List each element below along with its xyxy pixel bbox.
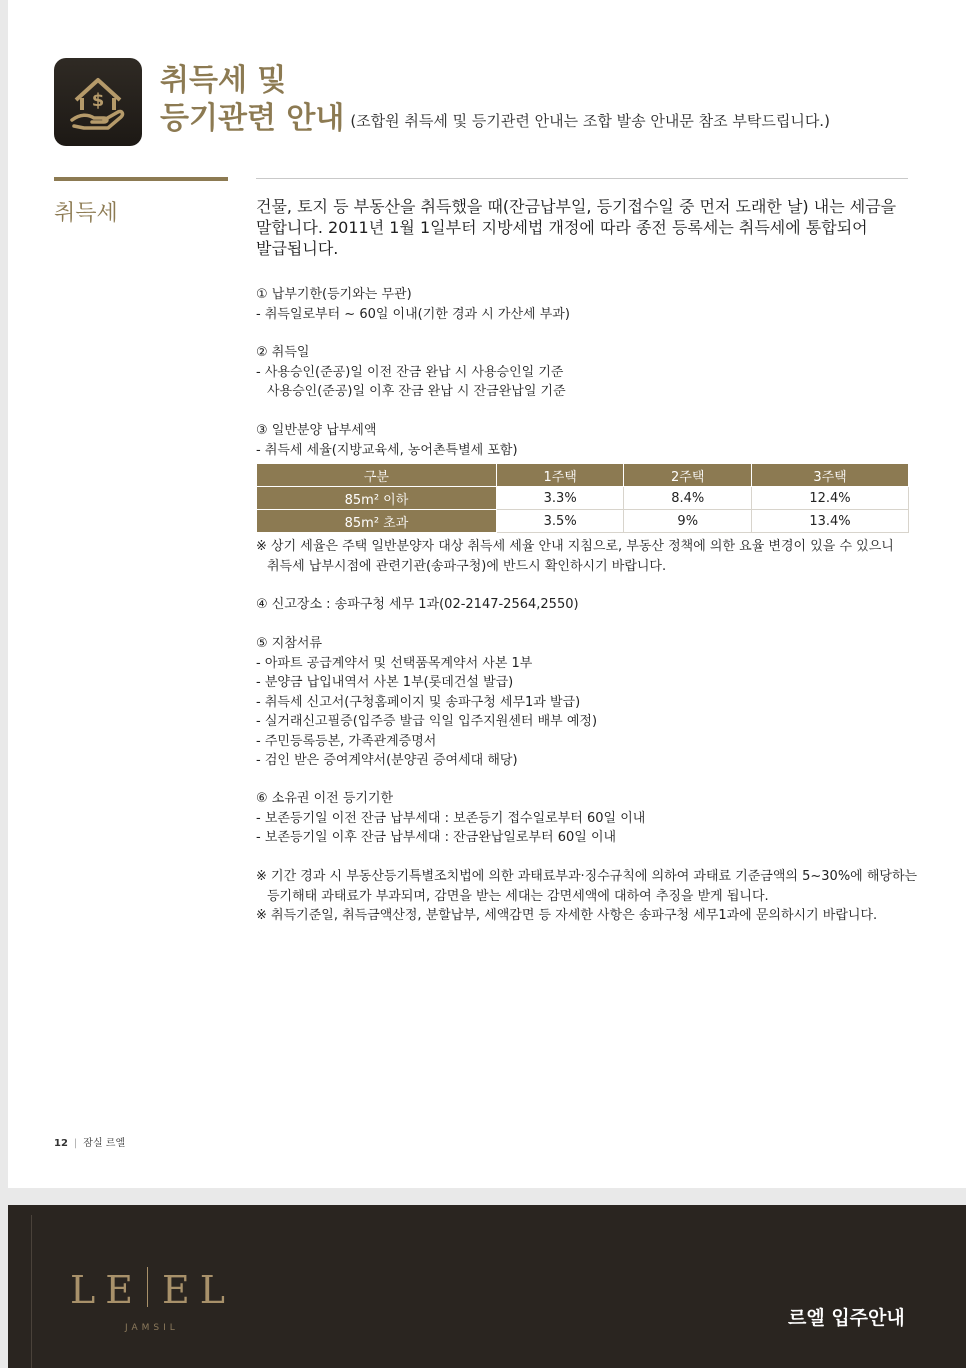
- footer-separator: |: [73, 1138, 78, 1149]
- table-cell: 8.4%: [624, 487, 752, 510]
- svg-text:$: $: [91, 90, 105, 111]
- note-line: ※ 상기 세율은 주택 일반분양자 대상 취득세 세율 안내 지침으로, 부동산 정책에 의한 요율 변경이 있을 수 있으니: [256, 539, 894, 554]
- item-line: - 취득세 신고서(구청홈페이지 및 송파구청 세무1과 발급): [256, 694, 581, 710]
- table-header-cell: 2주택: [624, 464, 752, 487]
- page-number: 12: [54, 1138, 68, 1149]
- item-line: - 취득세 세율(지방교육세, 농어촌특별세 포함): [256, 442, 518, 458]
- table-header-cell: 구분: [257, 464, 497, 487]
- house-dollar-hand-icon: [54, 58, 142, 146]
- item-title: ⑤ 지참서류: [256, 636, 323, 651]
- table-header-cell: 3주택: [752, 464, 909, 487]
- item-line: - 아파트 공급계약서 및 선택품목계약서 사본 1부: [256, 655, 533, 671]
- item-line: - 사용승인(준공)일 이전 잔금 완납 시 사용승인일 기준: [256, 364, 564, 380]
- table-row-header: 85m² 이하: [257, 487, 497, 510]
- tax-rate-table: [256, 463, 909, 533]
- bottom-banner: [8, 1205, 966, 1368]
- item-line: - 취득일로부터 ~ 60일 이내(기한 경과 시 가산세 부과): [256, 306, 570, 322]
- note-line: 취득세 납부시점에 관련기관(송파구청)에 반드시 확인하시기 바랍니다.: [267, 558, 667, 574]
- logo-subtitle: JAMSIL: [125, 1323, 179, 1333]
- brand-logo: [70, 1267, 235, 1312]
- table-cell: 13.4%: [752, 510, 909, 533]
- table-header-cell: 1주택: [496, 464, 624, 487]
- table-row: [257, 510, 909, 533]
- item-title: ③ 일반분양 납부세액: [256, 423, 377, 438]
- item-acquisition-date: [256, 343, 566, 402]
- item-required-documents: [256, 634, 597, 771]
- item-filing-office: [256, 595, 579, 615]
- footnotes: [256, 867, 917, 926]
- item-tax-amount: [256, 421, 518, 460]
- page-title: [160, 62, 830, 140]
- table-row-header: 85m² 초과: [257, 510, 497, 533]
- note-line: ※ 취득기준일, 취득금액산정, 분할납부, 세액감면 등 자세한 사항은 송파구청 세무1과에 문의하시기 바랍니다.: [256, 908, 878, 923]
- intro-line: 발급됩니다.: [256, 239, 339, 258]
- section-label: 취득세: [54, 201, 118, 226]
- table-cell: 12.4%: [752, 487, 909, 510]
- item-title: ① 납부기한(등기와는 무관): [256, 287, 412, 302]
- table-note: [256, 537, 894, 576]
- logo-text-right: EL: [161, 1268, 235, 1312]
- section-rule-accent: [54, 177, 228, 181]
- logo-bar: [147, 1267, 148, 1307]
- intro-line: 건물, 토지 등 부동산을 취득했을 때(잔금납부일, 등기접수일 중 먼저 도래한 날) 내는 세금을: [256, 197, 897, 216]
- note-line: 등기해태 과태료가 부과되며, 감면을 받는 세대는 감면세액에 대하여 추징을 받게 됩니다.: [267, 888, 769, 904]
- item-title: ⑥ 소유권 이전 등기기한: [256, 791, 394, 806]
- item-line: - 보존등기일 이후 잔금 납부세대 : 잔금완납일로부터 60일 이내: [256, 830, 617, 845]
- title-line-2: [160, 100, 830, 140]
- intro-line: 말합니다. 2011년 1월 1일부터 지방세법 개정에 따라 종전 등록세는 취득세에 통합되어: [256, 218, 868, 237]
- logo-text-left: LE: [70, 1268, 143, 1312]
- item-line: - 분양금 납입내역서 사본 1부(롯데건설 발급): [256, 675, 514, 690]
- table-cell: 3.3%: [496, 487, 624, 510]
- item-line: - 보존등기일 이전 잔금 납부세대 : 보존등기 접수일로부터 60일 이내: [256, 810, 646, 826]
- title-line-1: 취득세 및: [160, 63, 287, 98]
- item-line: 사용승인(준공)일 이후 잔금 완납 시 잔금완납일 기준: [267, 384, 566, 399]
- page-subtitle: (조합원 취득세 및 등기관련 안내는 조합 발송 안내문 참조 부탁드립니다.): [350, 112, 830, 130]
- item-line: - 주민등록등본, 가족관계증명서: [256, 733, 437, 749]
- table-row: [257, 487, 909, 510]
- item-title: ② 취득일: [256, 345, 310, 360]
- note-line: ※ 기간 경과 시 부동산등기특별조치법에 의한 과태료부과·징수규칙에 의하여 과태료 기준금액의 5~30%에 해당하는: [256, 869, 918, 884]
- title-line-2-text: 등기관련 안내: [160, 101, 345, 136]
- book-name: 잠실 르엘: [83, 1138, 126, 1149]
- table-cell: 9%: [624, 510, 752, 533]
- section-rule: [256, 178, 908, 179]
- page-footer: [54, 1134, 125, 1149]
- table-cell: 3.5%: [496, 510, 624, 533]
- banner-divider: [31, 1215, 32, 1368]
- item-line: - 검인 받은 증여계약서(분양권 증여세대 해당): [256, 753, 518, 768]
- item-title: ④ 신고장소 : 송파구청 세무 1과(02-2147-2564,2550): [256, 597, 579, 612]
- intro-paragraph: [256, 196, 916, 259]
- table-header-row: [257, 464, 909, 487]
- banner-title: 르엘 입주안내: [788, 1307, 905, 1329]
- item-payment-deadline: [256, 285, 570, 324]
- item-registration-deadline: [256, 789, 645, 848]
- item-line: - 실거래신고필증(입주증 발급 익일 입주지원센터 배부 예정): [256, 714, 598, 729]
